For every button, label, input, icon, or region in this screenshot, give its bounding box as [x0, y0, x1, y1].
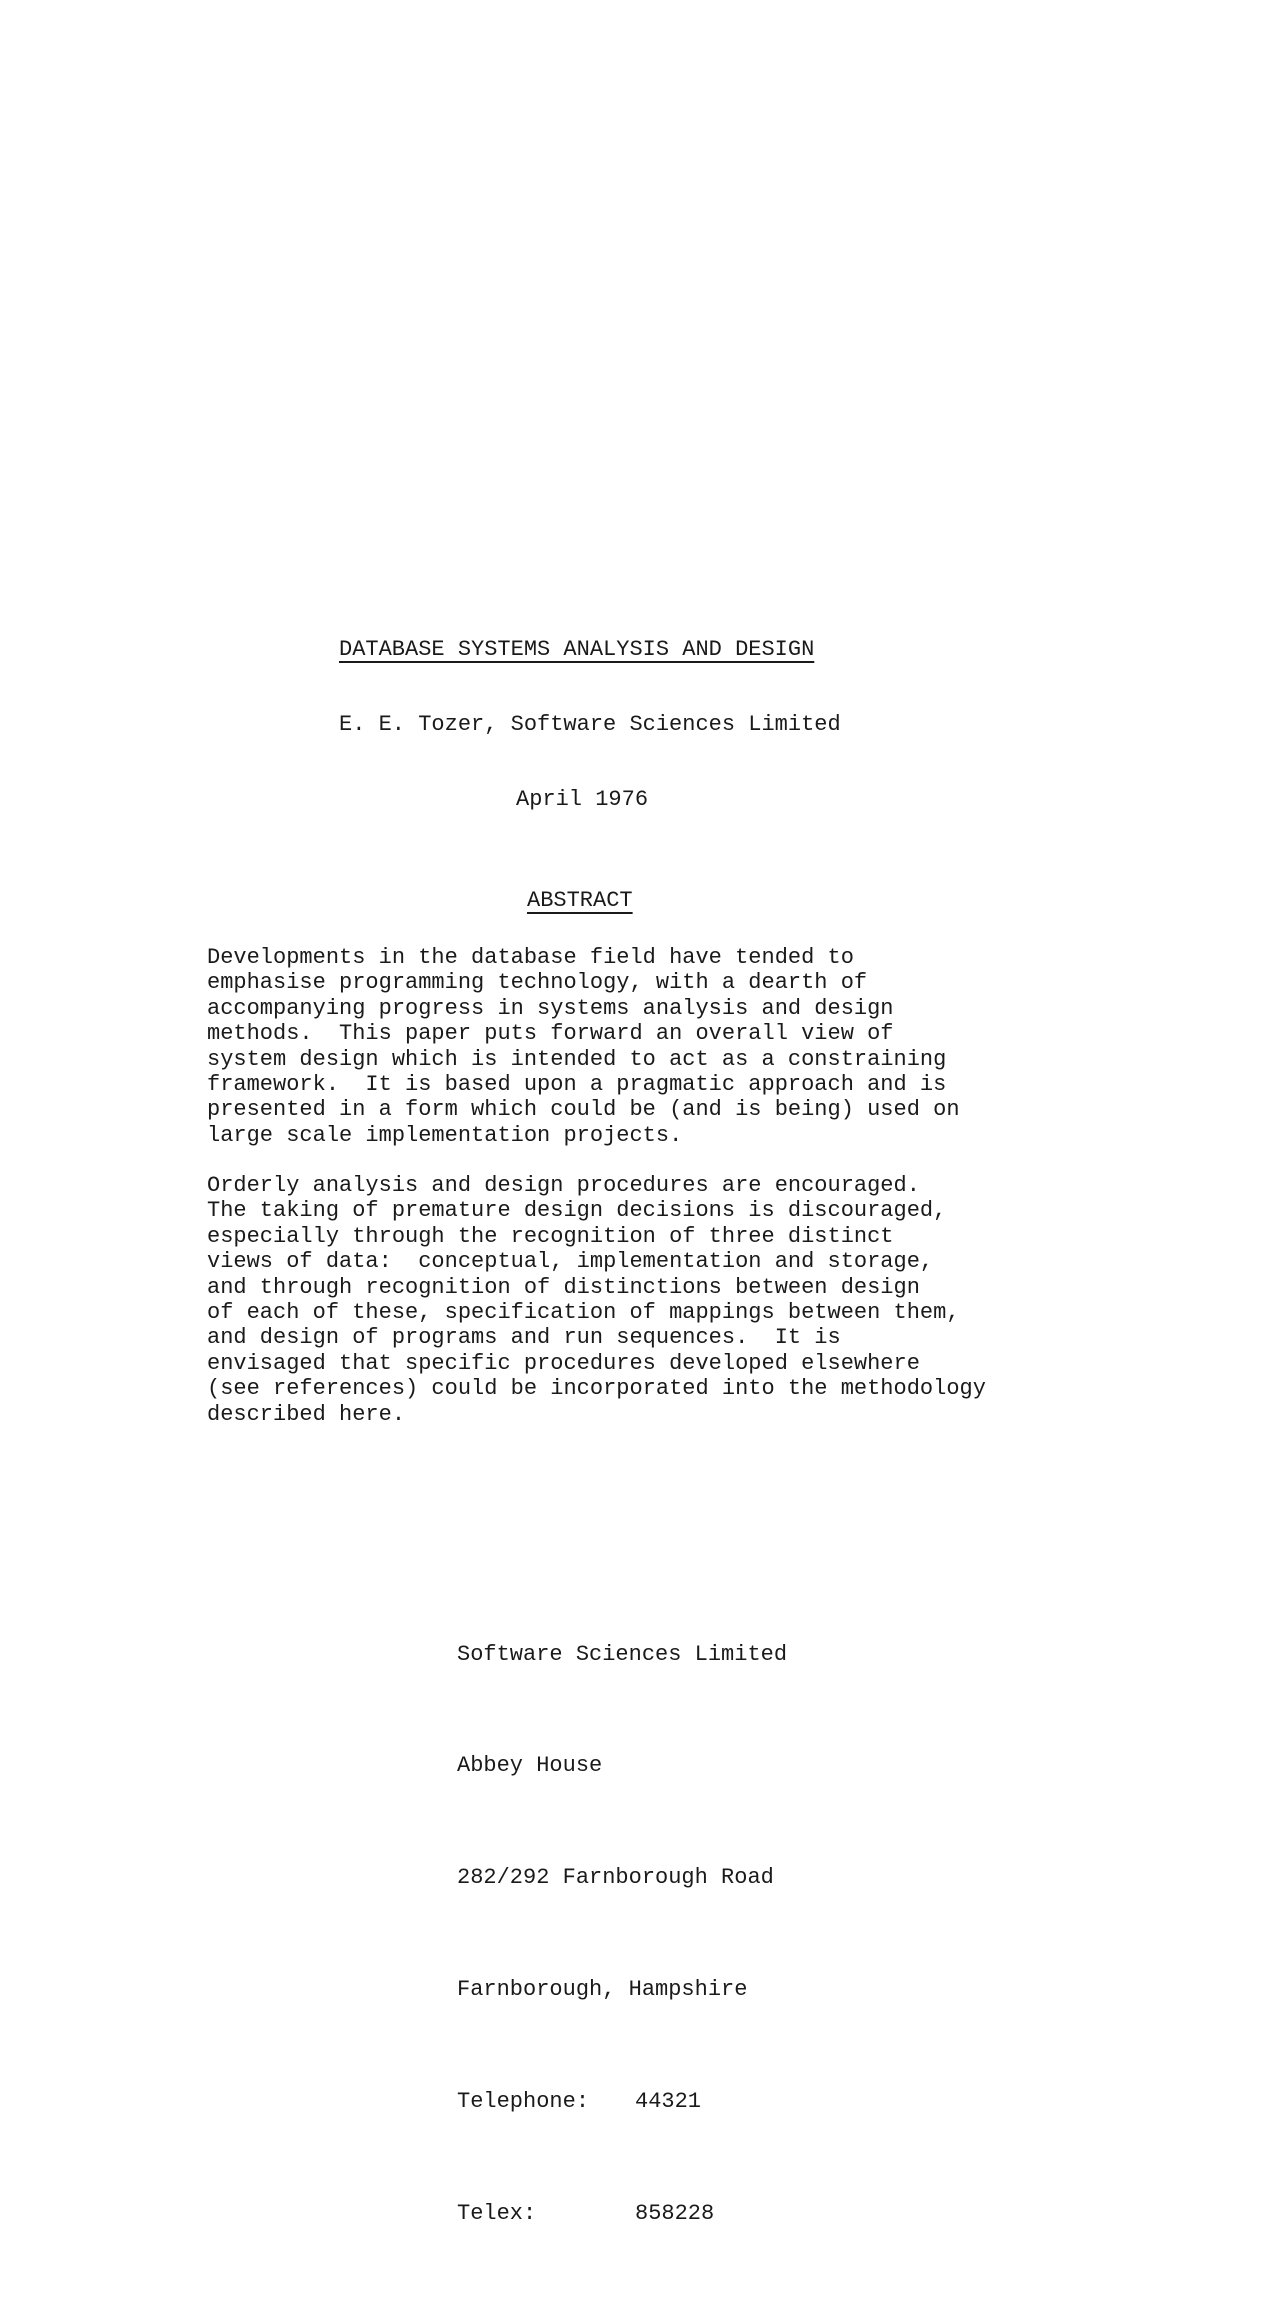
paper-title	[339, 637, 814, 663]
abstract-paragraph-1: Developments in the database field have tended to emphasise programming technology, with a dearth of accompanying progress in systems analysis and design methods. This paper puts forward an overall view of system design which is intended to act as a constraining framework. It is based upon a pragmatic approach and is presented in a form which could be (and is being) used on large scale implementation projects.	[207, 945, 960, 1148]
address-company: Software Sciences Limited	[457, 1641, 788, 1667]
abstract-heading-text: ABSTRACT	[527, 888, 633, 913]
telex-value: 858228	[635, 2201, 715, 2227]
address-telephone	[457, 2083, 787, 2120]
abstract-paragraph-2: Orderly analysis and design procedures are encouraged. The taking of premature design decisions is discouraged, especially through the recognition of three distinct views of data: conceptual, implementation and storage, and through recognition of distinctions between design of each of these, specification of mappings between them, and design of programs and run sequences. It is envisaged that specific procedures developed elsewhere (see references) could be incorporated into the methodology described here.	[207, 1173, 986, 1427]
telephone-label: Telephone:	[457, 2089, 590, 2115]
author-line: E. E. Tozer, Software Sciences Limited	[339, 712, 841, 737]
company-address	[457, 1561, 787, 2307]
abstract-heading	[527, 888, 633, 914]
telex-label: Telex:	[457, 2201, 537, 2227]
address-building: Abbey House	[457, 1753, 603, 1779]
telephone-value: 44321	[635, 2089, 702, 2115]
paper-title-text: DATABASE SYSTEMS ANALYSIS AND DESIGN	[339, 637, 815, 662]
publication-date: April 1976	[516, 787, 649, 812]
address-telex	[457, 2195, 787, 2232]
address-street: 282/292 Farnborough Road	[457, 1865, 774, 1891]
address-town: Farnborough, Hampshire	[457, 1977, 748, 2003]
